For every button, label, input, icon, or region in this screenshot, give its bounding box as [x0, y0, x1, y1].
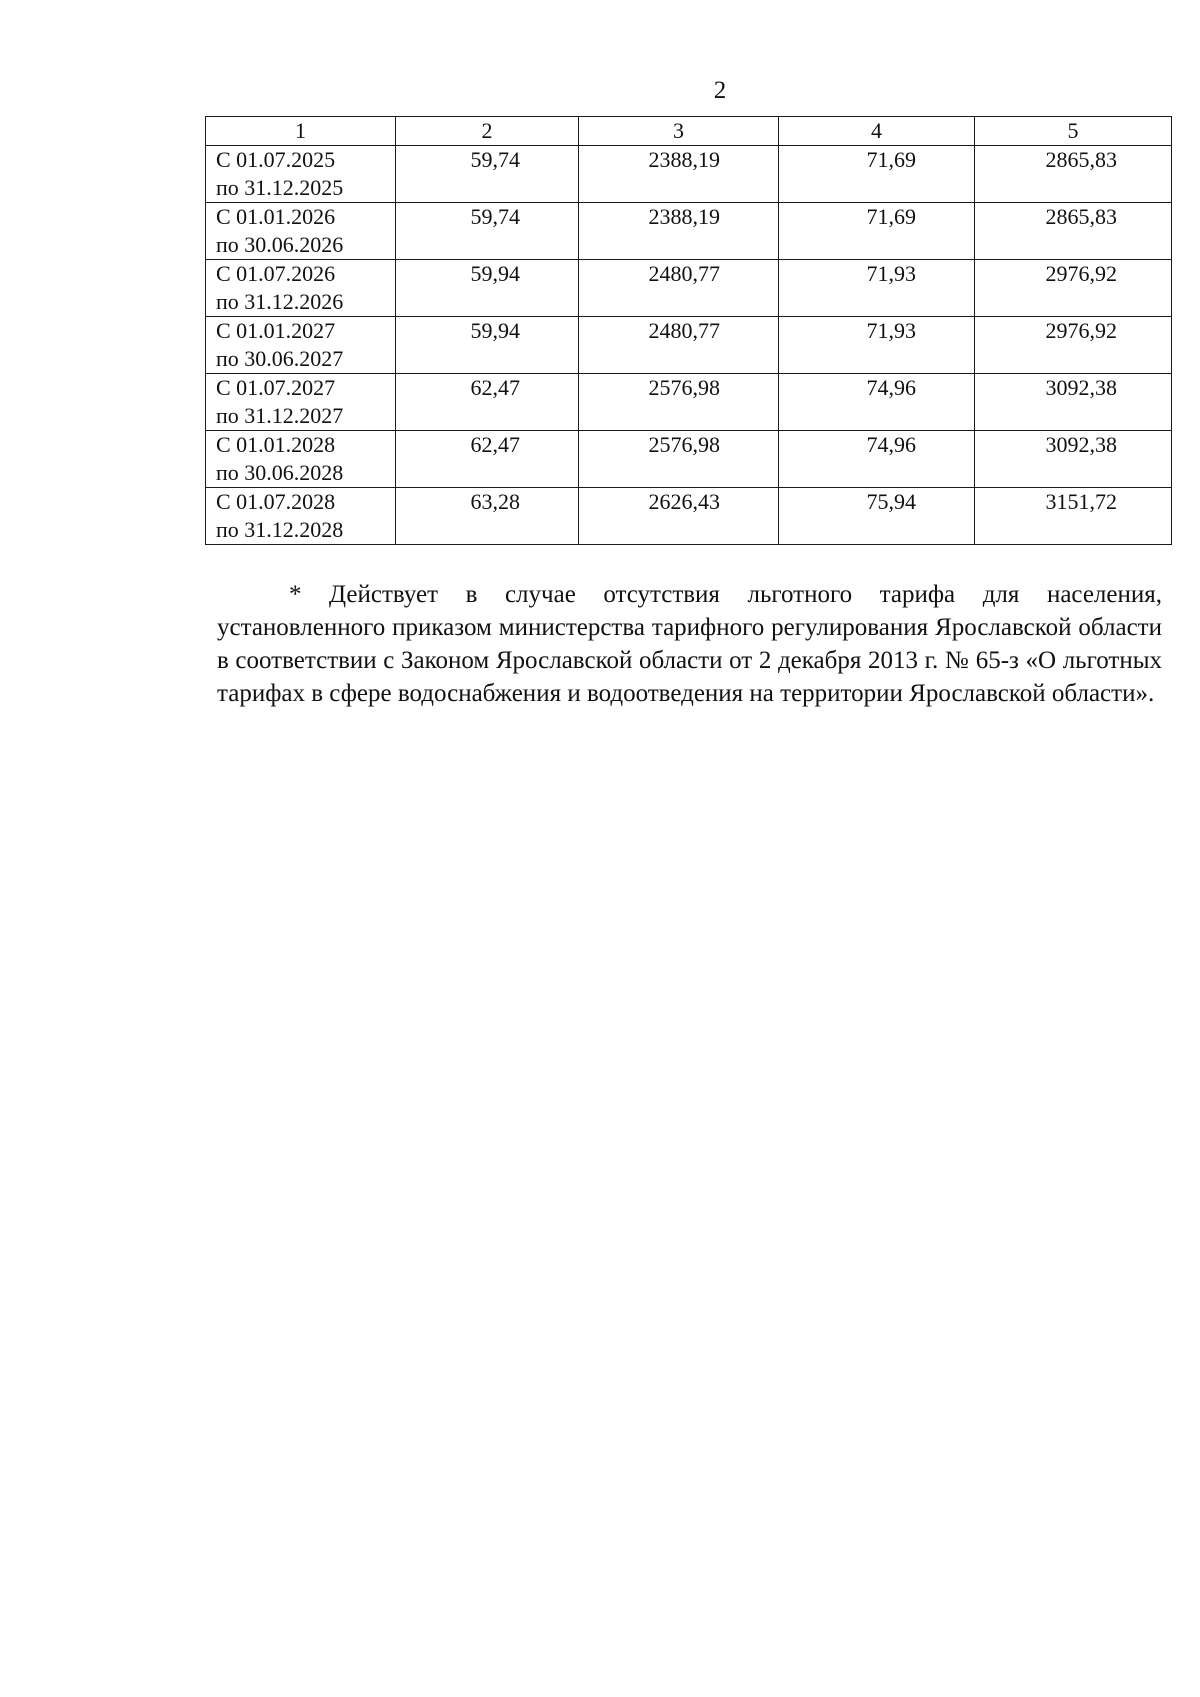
- value-cell-c5: 3151,72: [975, 488, 1172, 545]
- value-cell-c3: 2626,43: [579, 488, 779, 545]
- period-from: С 01.07.2025: [216, 147, 336, 172]
- table-row: [206, 260, 1172, 317]
- period-cell: [206, 431, 396, 488]
- table-header-row: [206, 117, 1172, 146]
- value-cell-c4: 74,96: [779, 374, 975, 431]
- value-cell-c3: 2576,98: [579, 431, 779, 488]
- period-from: С 01.07.2027: [216, 375, 336, 400]
- value-cell-c3: 2388,19: [579, 203, 779, 260]
- value-cell-c2: 59,94: [396, 317, 579, 374]
- period-to: по 30.06.2026: [216, 232, 344, 257]
- value-cell-c5: 2865,83: [975, 203, 1172, 260]
- table-row: [206, 203, 1172, 260]
- value-cell-c2: 62,47: [396, 431, 579, 488]
- page-number: 2: [713, 77, 727, 104]
- period-to: по 31.12.2025: [216, 175, 344, 200]
- period-cell: [206, 260, 396, 317]
- value-cell-c4: 71,69: [779, 146, 975, 203]
- table-row: [206, 374, 1172, 431]
- column-header-3: 3: [579, 117, 779, 146]
- period-to: по 31.12.2027: [216, 403, 344, 428]
- period-to: по 31.12.2028: [216, 517, 344, 542]
- period-from: С 01.01.2026: [216, 204, 336, 229]
- period-from: С 01.07.2026: [216, 261, 336, 286]
- value-cell-c5: 3092,38: [975, 431, 1172, 488]
- column-header-2: 2: [396, 117, 579, 146]
- value-cell-c2: 59,94: [396, 260, 579, 317]
- value-cell-c3: 2480,77: [579, 317, 779, 374]
- period-to: по 30.06.2027: [216, 346, 344, 371]
- column-header-5: 5: [975, 117, 1172, 146]
- period-from: С 01.01.2027: [216, 318, 336, 343]
- column-header-1: 1: [206, 117, 396, 146]
- period-to: по 31.12.2026: [216, 289, 344, 314]
- value-cell-c3: 2480,77: [579, 260, 779, 317]
- value-cell-c2: 59,74: [396, 203, 579, 260]
- period-from: С 01.07.2028: [216, 489, 336, 514]
- value-cell-c5: 2865,83: [975, 146, 1172, 203]
- value-cell-c2: 62,47: [396, 374, 579, 431]
- period-cell: [206, 203, 396, 260]
- table-row: [206, 317, 1172, 374]
- value-cell-c2: 63,28: [396, 488, 579, 545]
- table-row: [206, 146, 1172, 203]
- value-cell-c5: 3092,38: [975, 374, 1172, 431]
- period-cell: [206, 374, 396, 431]
- value-cell-c3: 2388,19: [579, 146, 779, 203]
- column-header-4: 4: [779, 117, 975, 146]
- value-cell-c2: 59,74: [396, 146, 579, 203]
- value-cell-c5: 2976,92: [975, 260, 1172, 317]
- value-cell-c4: 75,94: [779, 488, 975, 545]
- value-cell-c4: 74,96: [779, 431, 975, 488]
- value-cell-c3: 2576,98: [579, 374, 779, 431]
- period-from: С 01.01.2028: [216, 432, 336, 457]
- period-to: по 30.06.2028: [216, 460, 344, 485]
- value-cell-c4: 71,93: [779, 260, 975, 317]
- period-cell: [206, 317, 396, 374]
- value-cell-c4: 71,93: [779, 317, 975, 374]
- footnote: * Действует в случае отсутствия льготного тарифа для населения, установленного приказом министерства тарифного регулирования Ярославской области в соответствии с Законом Ярославской области от 2 декабря 2013 г. № 65-з «О льготных тарифах в сфере водоснабжения и водоотведения на территории Ярославской области».: [217, 581, 1162, 707]
- value-cell-c5: 2976,92: [975, 317, 1172, 374]
- tariff-table: [205, 116, 1172, 545]
- period-cell: [206, 488, 396, 545]
- tariff-table-body: [206, 117, 1172, 545]
- table-row: [206, 431, 1172, 488]
- period-cell: [206, 146, 396, 203]
- value-cell-c4: 71,69: [779, 203, 975, 260]
- table-row: [206, 488, 1172, 545]
